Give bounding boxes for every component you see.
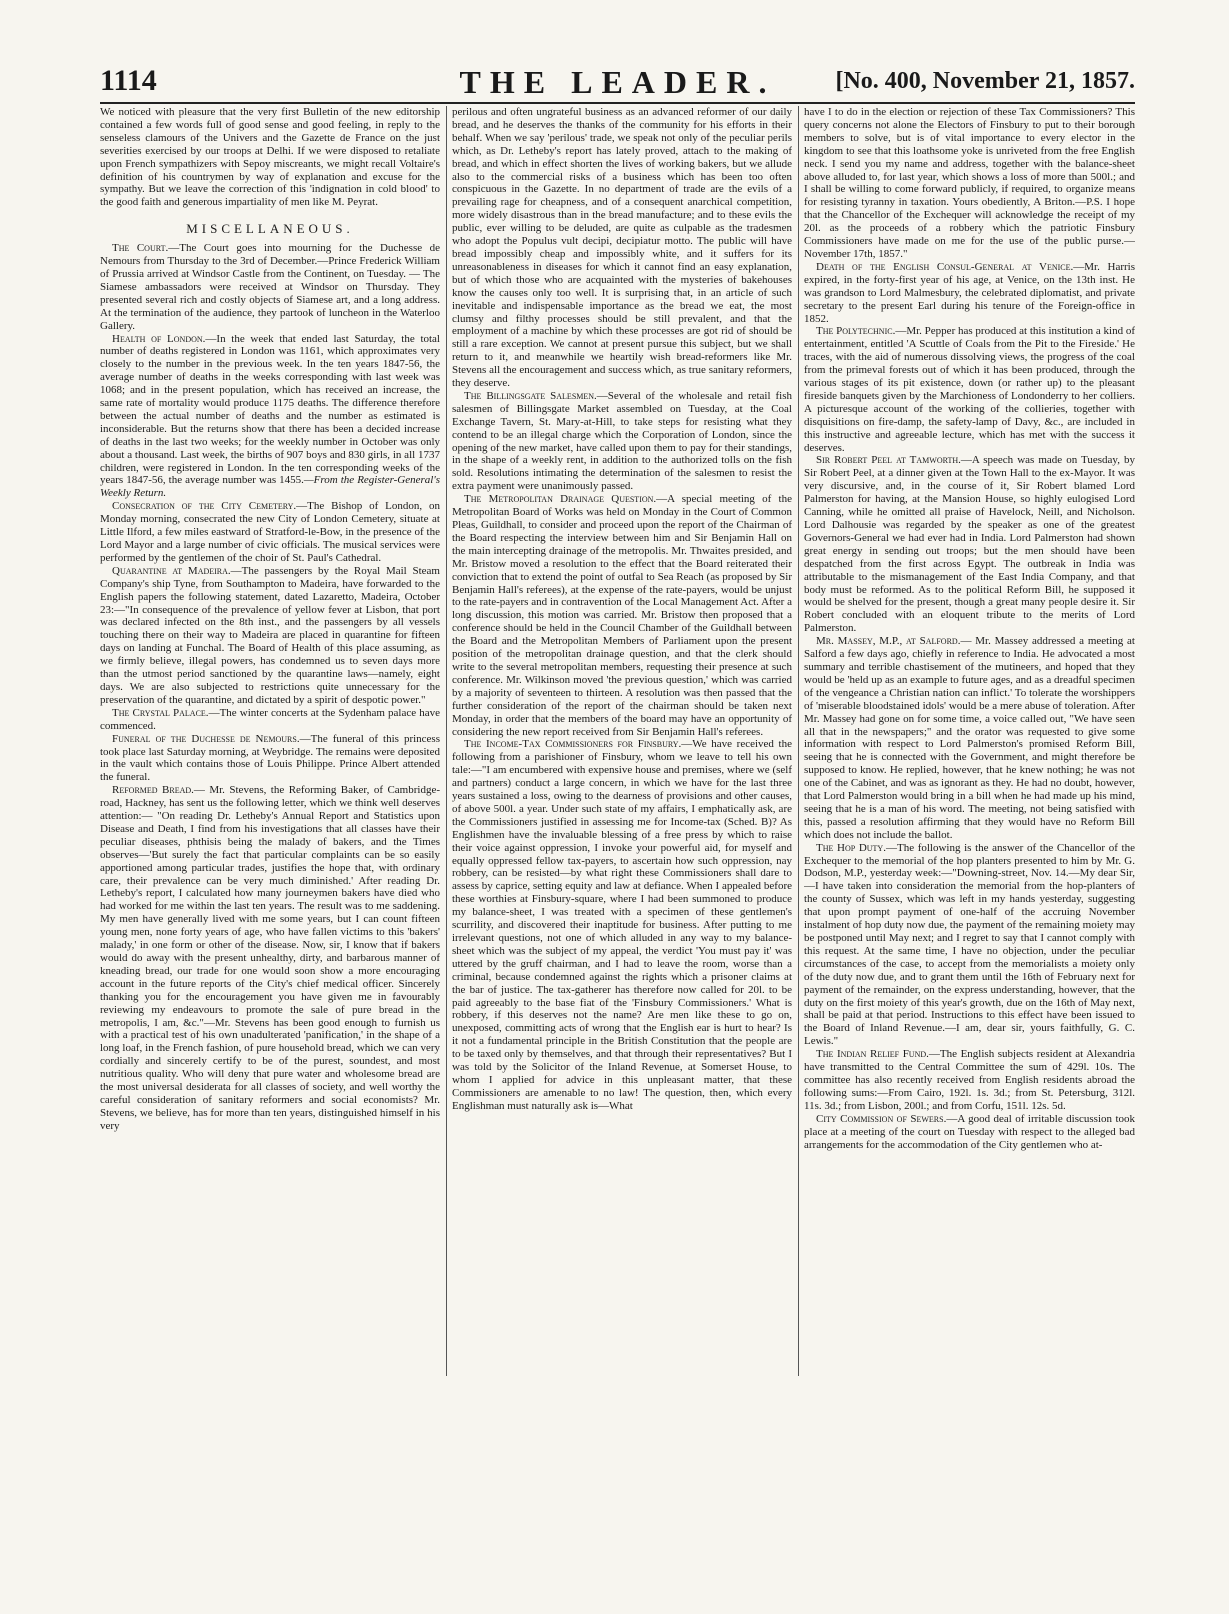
article-heading: The Crystal Palace.: [112, 706, 209, 719]
page-number: 1114: [100, 64, 157, 97]
article-heading: Funeral of the Duchesse de Nemours.: [112, 732, 300, 745]
article-billingsgate: [452, 390, 792, 493]
article-sewers: [804, 1113, 1135, 1152]
column-1: [100, 106, 440, 1376]
article-heading: Consecration of the City Cemetery.: [112, 500, 297, 513]
article-body: —The funeral of this princess took place last Saturday morning, at Weybridge. The remains were deposited in the vault which contains those of Louis Philippe. Prince Albert attended the funeral.: [100, 732, 440, 784]
article-body: —The passengers by the Royal Mail Steam Company's ship Tyne, from Southampton to Madeira, have forwarded to the English papers the following statement, dated Lazaretto, Madeira, October 23:—"In consequence of the prevalence of yellow fever at Lisbon, that port was declared infected on the 8th inst., and the passengers by all vessels touching there on their way to Madeira are placed in quarantine for fifteen days on landing at Funchal. The Board of Health of this place assuming, as we firmly believe, illegal powers, has condemned us to seven days more than the utmost period sanctioned by the quarantine laws—namely, eight days. We are also subjected to restrictions quite unnecessary for the preservation of the quarantine, and dictated by a spirit of despotic power.": [100, 564, 440, 706]
article-hop-duty: [804, 842, 1135, 1049]
column-divider: [798, 106, 799, 1376]
article-heading: City Commission of Sewers.: [816, 1112, 947, 1125]
article-crystal-palace: [100, 707, 440, 733]
section-heading: MISCELLANEOUS.: [186, 221, 354, 237]
article-bread: [100, 784, 440, 1132]
article-heading: Mr. Massey, M.P., at Salford.: [816, 635, 961, 648]
article-paragraph: have I to do in the election or rejection of these Tax Commissioners? This query concerns not alone the Electors of Finsbury to put to their borough members to solve, but is of vital importance to every elector in the kingdom to see that this loathsome yoke is unriveted from the free English neck. I send you my name and address, together with the balance-sheet above alluded to, for last year, which shows a loss of more than 500l.; and I shall be willing to come forward publicly, if required, to organize means for resisting tyranny in taxation. Yours obediently, A Briton.—P.S. I hope that the Chancellor of the Exchequer will acknowledge the receipt of my 20l. as the proceeds of a robbery which the patriotic Finsbury Commissioners have made on me for the use of the public purse.—November 17th, 1857.": [804, 106, 1135, 260]
article-income-tax: [452, 738, 792, 1112]
article-body: —Several of the wholesale and retail fish salesmen of Billingsgate Market assembled on Tuesday, at the Coal Exchange Tavern, St. Mary-at-Hill, to take steps for resisting what they contend to be an illegal charge which the Corporation of London, since the opening of the new market, have called upon them to pay for their standings, in the shape of a weekly rent, in addition to the authorized tolls on the fish sold. Resolutions intimating the determination of the salesmen to resist the extra payment were unanimously passed.: [452, 389, 792, 493]
issue-info: [No. 400, November 21, 1857.: [835, 68, 1135, 94]
masthead: [100, 62, 1135, 104]
article-funeral: [100, 733, 440, 785]
article-heading: The Polytechnic.: [816, 325, 896, 338]
article-consul: [804, 261, 1135, 326]
article-heading: Reformed Bread.: [112, 784, 194, 797]
column-divider: [446, 106, 447, 1376]
article-body: —The winter concerts at the Sydenham palace have commenced.: [100, 706, 440, 732]
article-court: [100, 242, 440, 332]
article-heading: The Indian Relief Fund.: [816, 1048, 929, 1061]
article-body: —The Court goes into mourning for the Duchesse de Nemours from Thursday to the 3rd of December.—Prince Frederick William of Prussia arrived at Windsor Castle from the Continent, on Tuesday. — The Siamese ambassadors were received at Windsor on Thursday. They presented several rich and costly objects of Siamese art, and a long address. At the termination of the audience, they partook of luncheon in the Waterloo Gallery.: [100, 242, 440, 332]
article-body: —The English subjects resident at Alexandria have transmitted to the Central Committee the sum of 429l. 10s. The committee has also recently received from English residents abroad the following sums:—From Cairo, 192l. 1s. 3d.; from St. Petersburg, 312l. 11s. 3d.; from Lisbon, 200l.; and from Corfu, 151l. 12s. 5d.: [804, 1048, 1135, 1112]
article-body: —Mr. Pepper has produced at this institution a kind of entertainment, entitled 'A Scuttle of Coals from the Pit to the Fireside.' He traces, with the aid of numerous dissolving views, the progress of the coal from the primeval forests out of which it has been produced, through the various stages of its pit existence, down (or rather up) to the pleasant fireside banquets given by the Marchioness of Londonderry to her colliers. A picturesque account of the working of the collieries, together with disquisitions on fire-damp, the safety-lamp of Davy, &c., are included in this instructive and agreeable lecture, which has met with the success it deserves.: [804, 325, 1135, 454]
article-source: —From the Register-General's Weekly Return.: [100, 474, 440, 500]
article-paragraph: perilous and often ungrateful business as an advanced reformer of our daily bread, and he deserves the thanks of the community for his efforts in their behalf. When we say 'perilous' trade, we speak not only of the peculiar perils which, as Dr. Letheby's report has lately proved, attach to the making of bread, and which in effect shorten the lives of working bakers, but we allude also to the commercial risks of a business which has been too often conspicuous in the Gazette. In no department of trade are the evils of a prevailing rage for cheapness, and of a consequent anarchical competition, more widely disastrous than in the bread manufacture; and to these evils the public, ever willing to be deluded, are quite as culpable as the tradesmen who adopt the Populus vult decipi, decipiatur motto. The public will have bread impossibly cheap and impossibly white, and it suffers for its unreasonableness in diseases for which it cannot find an easy explanation, but of which those who are acquainted with the mysteries of bakehouses know the causes only too well. It is surprising that, in an article of such inevitable and indispensable importance as the bread we eat, the most clumsy and filthy processes should be still prevalent, and that the employment of a machine by which these processes are got rid of should be still a rare exception. We cannot at present pursue this subject, but we shall return to it, and meanwhile we heartily wish bread-reformers like Mr. Stevens all the encouragement and success which, as true sanitary reformers, they deserve.: [452, 106, 792, 390]
article-body: —A good deal of irritable discussion took place at a meeting of the court on Tuesday with respect to the alleged bad arrangements for the accommodation of the City gentlemen who at-: [804, 1112, 1135, 1151]
article-polytechnic: [804, 325, 1135, 454]
article-body: —The following is the answer of the Chancellor of the Exchequer to the memorial of the hop planters presented to him by Mr. G. Dodson, M.P., yesterday week:—"Downing-street, Nov. 14.—My dear Sir,—I have taken into consideration the memorial from the hop-planters of the county of Sussex, which was left in my hands yesterday, suggesting that upon prompt payment of one-half of the accruing November instalment of hop duty now due, the payment of the remaining moiety may be postponed until May next; and I regret to say that I cannot comply with this request. At the same time, I have no objection, under the peculiar circumstances of the case, to accept from the memorialists a moiety only of the duty now due, and to grant them until the 16th of February next for payment of the remainder, on the express understanding, however, that the duty on the first moiety of this year's growth, due on the 16th of May next, shall be paid at that period. Instructions to this effect have been issued to the Board of Inland Revenue.—I am, dear sir, yours faithfully, G. C. Lewis.": [804, 841, 1135, 1048]
article-heading: The Court.: [112, 242, 169, 255]
article-peel: [804, 454, 1135, 635]
article-heading: The Metropolitan Drainage Question.: [464, 493, 657, 506]
article-paragraph: We noticed with pleasure that the very first Bulletin of the new editorship contained a few words full of good sense and good feeling, in reply to the senseless clamours of the Univers and the Gazette de France on the just severities exercised by our troops at Delhi. If we were disposed to retaliate upon French sympathizers with Sepoy miscreants, we might recall Voltaire's definition of his countrymen by way of explanation and excuse for the sympathy. But we leave the correction of this 'indignation in cold blood' to the good faith and generous impartiality of men like M. Peyrat.: [100, 106, 440, 209]
article-drainage: [452, 493, 792, 738]
article-massey: [804, 635, 1135, 842]
column-2: [452, 106, 792, 1376]
article-body: —The Bishop of London, on Monday morning, consecrated the new City of London Cemetery, situate at Little Ilford, a few miles eastward of Stratford-le-Bow, in the presence of the Lord Mayor and a large number of civic officials. The musical services were performed by the gentlemen of the choir of St. Paul's Cathedral.: [100, 500, 440, 564]
article-health: [100, 333, 440, 501]
article-cemetery: [100, 500, 440, 565]
article-body: —A speech was made on Tuesday, by Sir Robert Peel, at a dinner given at the Town Hall to the ex-Mayor. It was very discursive, and, in the course of it, Sir Robert blamed Lord Palmerston for having, at the Mansion House, so highly eulogised Lord Canning, while he omitted all praise of Havelock, Neill, and Nicholson. Lord Dalhousie was regarded by the speaker as one of the greatest Governors-General we had ever had in India. Lord Palmerston had shown great energy in sending out troops; but the men should have been despatched from the first across Egypt. The outbreak in India was attributable to the mismanagement of the East India Company, and that body must be reformed. As to the political Reform Bill, he supposed it would be shelved for the present, though a great many people desire it. Sir Robert concluded with an eloquent tribute to the merits of Lord Palmerston.: [804, 454, 1135, 635]
article-heading: Death of the English Consul-General at Venice.: [816, 260, 1074, 273]
article-quarantine: [100, 565, 440, 707]
article-body: —In the week that ended last Saturday, the total number of deaths registered in London was 1161, which approximates very closely to the number in the previous week. In the ten years 1847-56, the average number of deaths in the weeks corresponding with last week was 1068; and in the present population, which has received an increase, the same rate of mortality would produce 1175 deaths. The difference therefore between the actual number of deaths and the number as estimated is inconsiderable. But the returns show that there has been a decided increase of deaths in the last two weeks; for the weekly number in October was only about a thousand. Last week, the births of 907 boys and 830 girls, in all 1737 children, were registered in London. In the ten corresponding weeks of the years 1847-56, the average number was 1455.: [100, 332, 440, 487]
article-heading: Quarantine at Madeira.: [112, 564, 231, 577]
article-heading: Sir Robert Peel at Tamworth.: [816, 454, 961, 467]
article-heading: The Income-Tax Commissioners for Finsbury.: [464, 738, 682, 751]
article-heading: Health of London.: [112, 332, 206, 345]
article-body: — Mr. Stevens, the Reforming Baker, of Cambridge-road, Hackney, has sent us the following letter, which we think well deserves attention:— "On reading Dr. Letheby's Annual Report and Statistics upon Disease and Death, I find from his investigations that all classes have their peculiar diseases, phthisis being the malady of bakers, and the Times observes—'But surely the fact that particular complaints can be so easily apportioned among particular trades, justifies the hope that, with ordinary care, their prevalence can be very much diminished.' After reading Dr. Letheby's report, I calculated how many journeymen bakers have died who had worked for me within the last ten years. The result was to me saddening. My men have generally lived with me some years, but I can count fifteen young men, none forty years of age, who have fallen victims to this 'bakers' malady,' in one form or other of the disease. Now, sir, I know that if bakers would do away with the present unhealthy, dirty, and barbarous manner of kneading bread, our trade for one would soon show a more encouraging account in the future reports of the City's chief medical officer. Sincerely thanking you for the encouragement you have given me in favourably reviewing my endeavours to promote the sale of pure bread in the metropolis, I am, &c."—Mr. Stevens has been good enough to furnish us with a practical test of his own unadulterated 'panification,' in the shape of a long loaf, in the French fashion, of pure household bread, which we can very cordially and sincerely certify to be of the purest, soundest, and most nutritious quality. Who will deny that pure water and wholesome bread are the most universal desiderata for all classes of society, and well worthy the careful consideration of sanitary reformers and social economists? Mr. Stevens, we believe, has for more than ten years, distinguished himself in his very: [100, 784, 440, 1132]
article-body: —We have received the following from a parishioner of Finsbury, whom we leave to tell his own tale:—"I am encumbered with expensive house and premises, where we (self and partners) conduct a large concern, in which we have for the last three years sustained a loss, owing to the dearness of provisions and other causes, of above 500l. a year. Under such state of my affairs, I emphatically ask, are the Commissioners justified in assessing me for Income-tax (Sched. B)? As Englishmen have the invaluable blessing of a free press by which to raise their voice against oppression, I invoke your powerful aid, for myself and equally oppressed fellow tax-payers, to ascertain how such oppression, nay robbery, can be resisted—by what right these Commissioners shall dare to assess by caprice, setting equity and law at defiance. When I appealed before these worthies at Finsbury-square, where I had been summoned to produce my balance-sheet, I was treated with a specimen of these gentlemen's scurrility, and discovered their inaptitude for business. After putting to me irrelevant questions, not one of which alluded in any way to my balance-sheet which was the subject of my appeal, the verdict 'You must pay it' was uttered by the gruff chairman, and I had to leave the room, worse than a criminal, because condemned against the rights which a prisoner claims at the bar of justice. The tax-gatherer has therefore now called for 20l. to be paid agreeably to the base fiat of the 'Finsbury Commissioners.' What is robbery, if this deserves not the name? Are men like these to go on, unexposed, committing acts of wrong that the English ear is hurt to hear? Is it not a fundamental principle in the British Constitution that the people are to be taxed only by themselves, and that through their representatives? But I was told by the Solicitor of the Inland Revenue, at Somerset House, to whom I applied for advice in this unpleasant matter, that these Commissioners are amenable to no law! The question, then, which every Englishman must naturally ask is—What: [452, 738, 792, 1112]
column-3: [804, 106, 1135, 1376]
article-heading: The Billingsgate Salesmen.: [464, 389, 597, 402]
article-body: —A special meeting of the Metropolitan Board of Works was held on Monday in the Court of Common Pleas, Guildhall, to consider and proceed upon the report of the Chairman of the Board respecting the interview between him and Sir Benjamin Hall on the main intercepting drainage of the metropolis. Mr. Thwaites presided, and Mr. Bristow moved a resolution to the effect that the Board reiterated their conviction that to extend the point of outfal to Sea Reach (as proposed by Sir Benjamin Hall's referees), at the expense of the rate-payers, would be unjust to the rate-payers and in contravention of the Local Management Act. After a long discussion, this motion was carried. Mr. Bristow then proposed that a conference should be held in the Council Chamber of the Guildhall between the Board and the Metropolitan Members of Parliament upon the present position of the metropolitan drainage question, and that the clerk should write to the several metropolitan members, requesting their presence at such conference. Mr. Wilkinson moved 'the previous question,' which was carried by a majority of seventeen to thirteen. A resolution was then passed that the further consideration of the report of the chairman should be taken next Monday, in order that the members of the board may have an opportunity of considering the new report received from Sir Benjamin Hall's referees.: [452, 493, 792, 738]
article-body: — Mr. Massey addressed a meeting at Salford a few days ago, chiefly in reference to India. He advocated a most summary and terrible chastisement of the mutineers, and hoped that they would be 'held up as an example to future ages, and as a dreadful specimen of the vengeance a Christian nation can inflict.' To tolerate the worshippers of 'miserable bloodstained idols' would be a mere abuse of toleration. After Mr. Massey had gone on for some time, a voice called out, "We have seen all that in the newspapers;" and the orator was requested to give some information with respect to Lord Palmerston's promised Reform Bill, seeing that he is connected with the Government, and might therefore be supposed to know. He replied, however, that he knew nothing; he was not one of the Cabinet, and was as ignorant as they. He had no doubt, however, that Lord Palmerston would bring in a bill when he had made up his mind, seeing that he is a man of his word. The meeting, not being satisfied with this, passed a resolution affirming that they would have no Reform Bill which does not include the ballot.: [804, 635, 1135, 841]
newspaper-title: THE LEADER.: [459, 64, 776, 100]
article-body: —Mr. Harris expired, in the forty-first year of his age, at Venice, on the 13th inst. He was grandson to Lord Malmesbury, the celebrated diplomatist, and private secretary to the present Earl during his tenure of the Foreign-office in 1852.: [804, 260, 1135, 325]
article-relief-fund: [804, 1048, 1135, 1113]
article-heading: The Hop Duty.: [816, 841, 886, 854]
